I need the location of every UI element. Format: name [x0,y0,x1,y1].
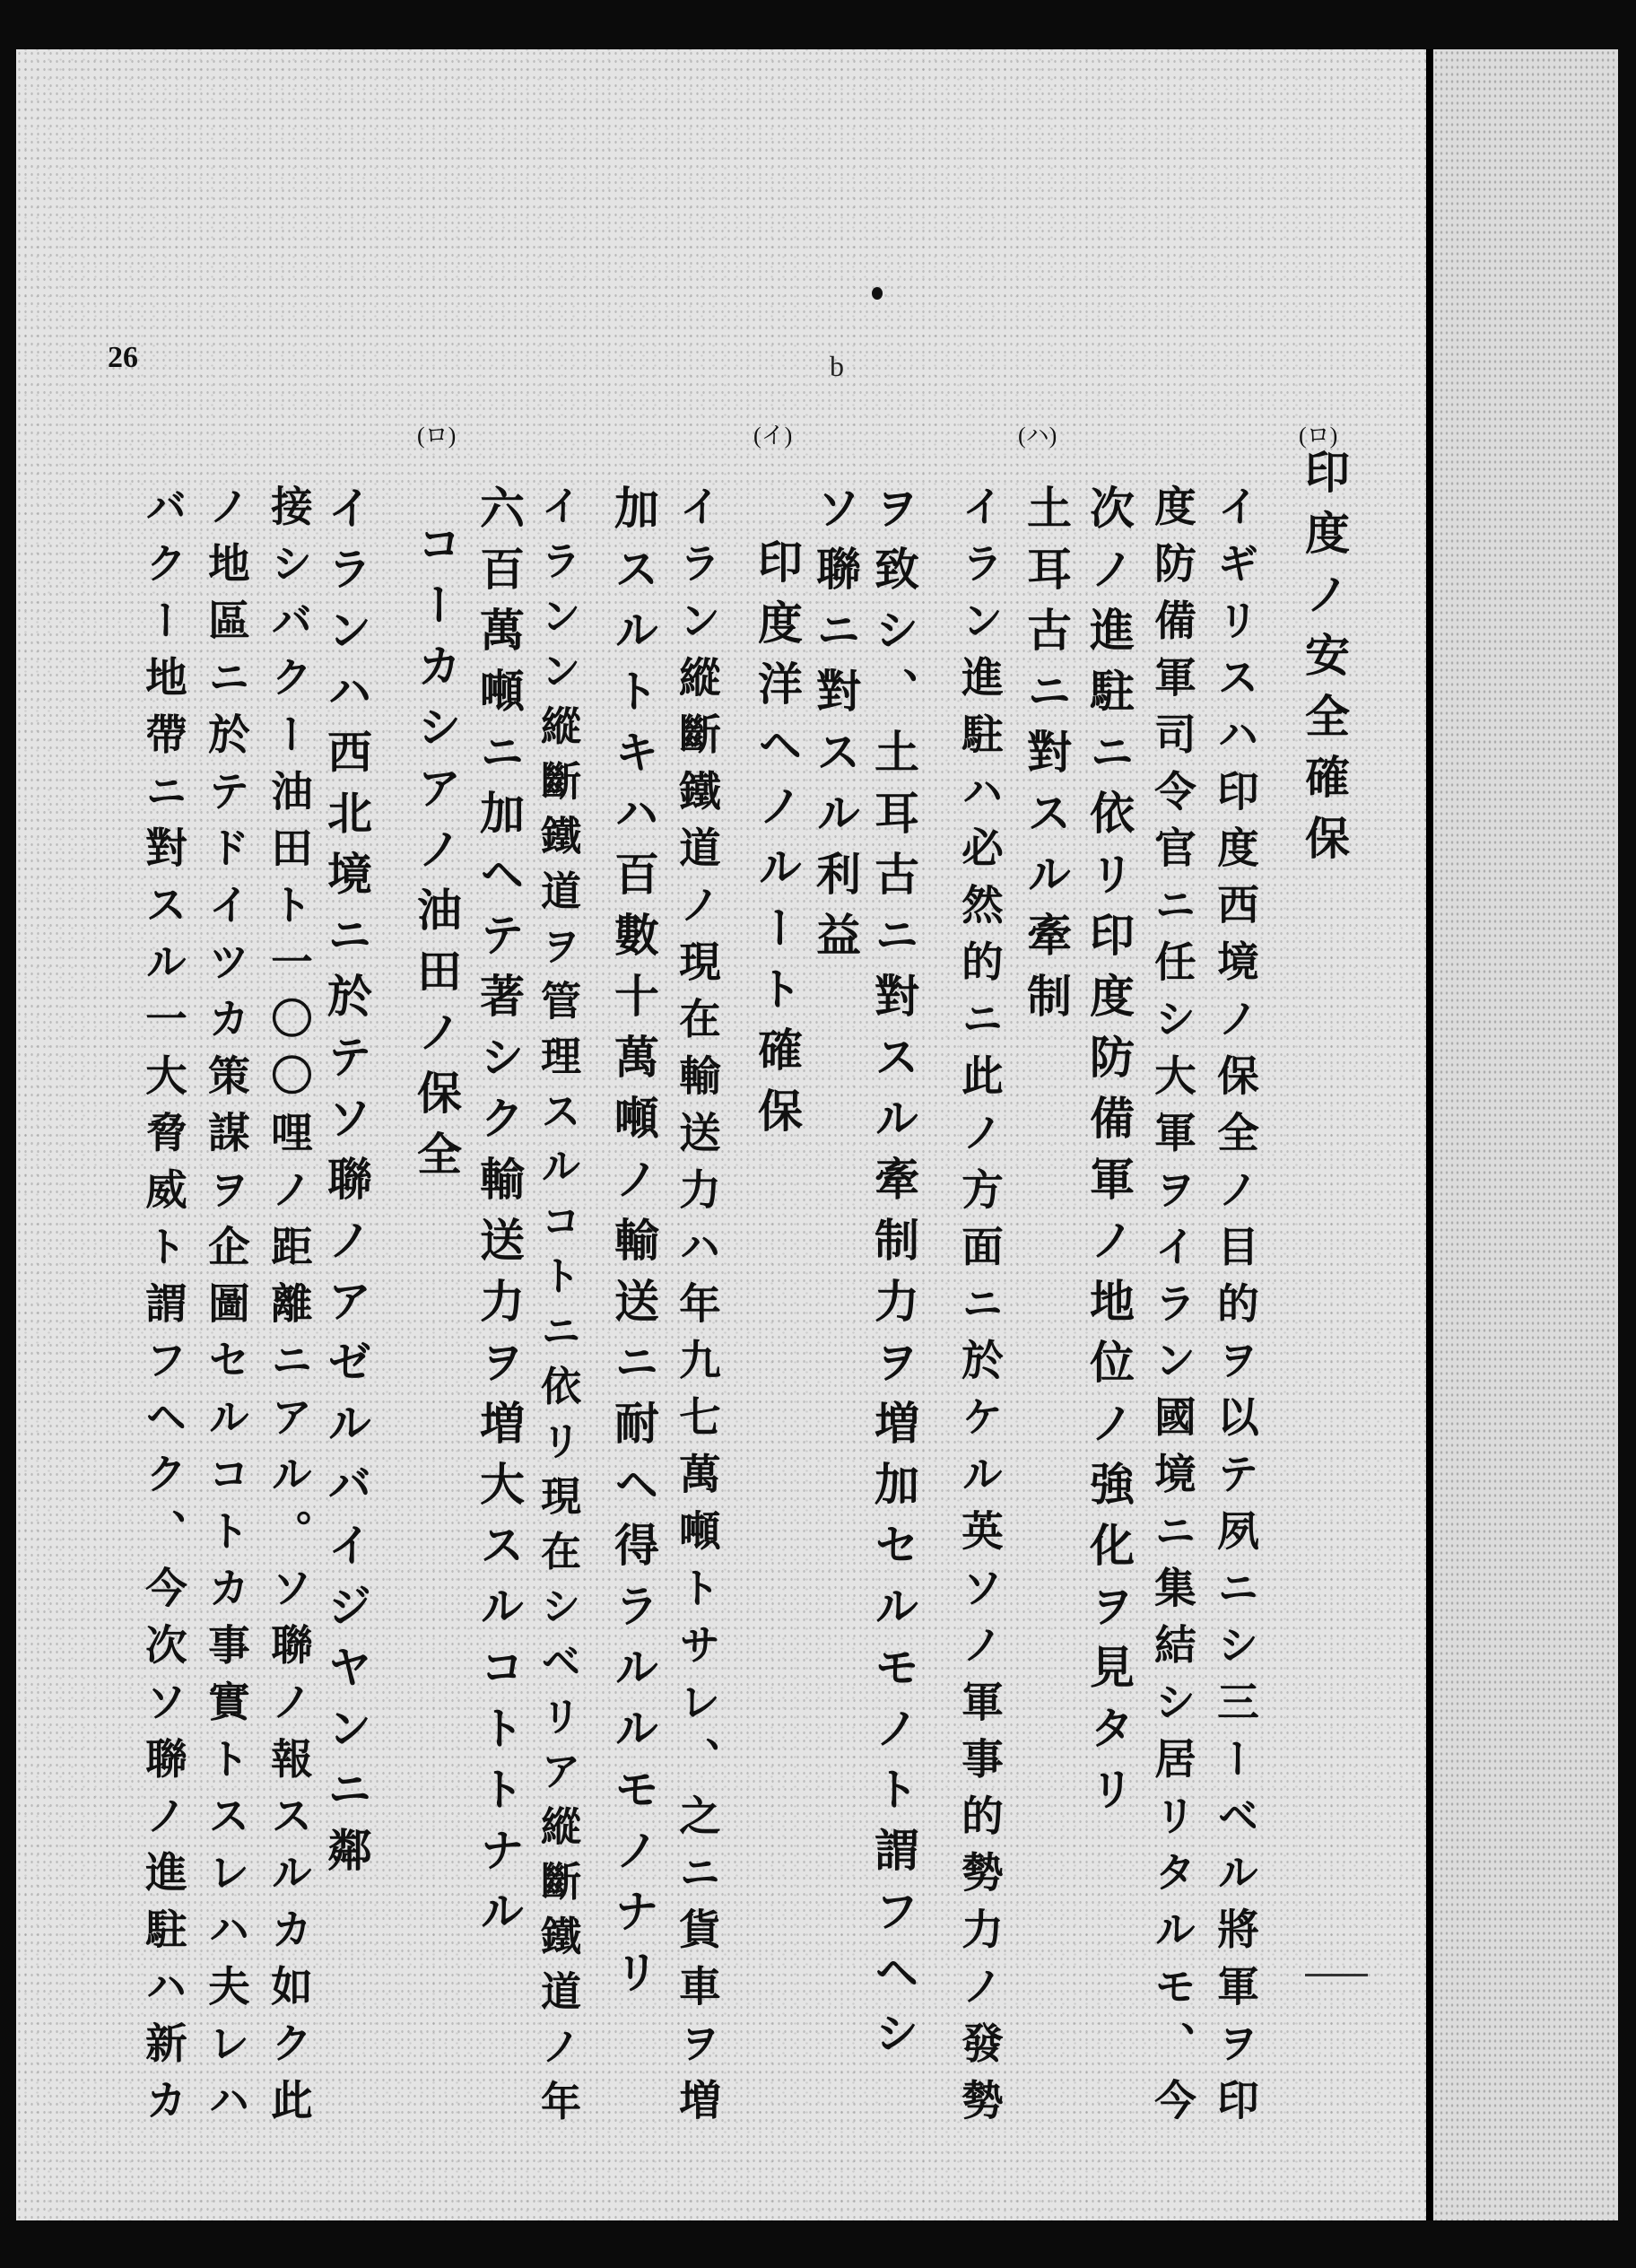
text-column-9: 印度洋ヘノルート確保 [751,538,804,1148]
text-column-7: ヲ致シ、土耳古ニ對スル牽制力ヲ増加セルモノト謂フヘシ [867,484,920,2071]
item-marker-ro-2: (ロ) [417,423,457,449]
ink-dot [872,287,883,300]
text-column-6: イラン進駐ハ必然的ニ此ノ方面ニ於ケル英ソノ軍事的勢力ノ發勢 [954,484,1004,2135]
text-column-2: イギリスハ印度西境ノ保全ノ目的ヲ以テ夙ニシ三ーベル將軍ヲ印 [1210,484,1259,2135]
text-column-17: ノ地區ニ於テドイツカ策謀ヲ企圖セルコトカ事實トスレハ夫レハ [201,484,250,2135]
text-column-16: 接シバクー油田ト一〇〇哩ノ距離ニアル。ソ聯ノ報スルカ如ク此 [264,484,313,2135]
section-marker: b [830,350,844,382]
text-column-11: 加スルトキハ百數十萬噸ノ輸送ニ耐ヘ得ラルルモノナリ [607,484,660,2010]
text-column-4: 次ノ進駐ニ依リ印度防備軍ノ地位ノ強化ヲ見タリ [1083,484,1136,1827]
text-column-14: コーカシアノ油田ノ保全 [410,520,463,1191]
item-marker-i: (イ) [753,423,793,449]
adjacent-page [1433,49,1618,2220]
text-column-1: 印度ノ安全確保 [1298,449,1351,876]
item-marker-ro: (ロ) [1299,423,1338,449]
text-column-18: バクー地帶ニ對スル一大脅威ト謂フヘク、今次ソ聯ノ進駐ハ新カ [138,484,187,2135]
text-column-3: 度防備軍司令官ニ任シ大軍ヲイラン國境ニ集結シ居リタルモ、今 [1147,484,1197,2135]
margin-dash [1305,1974,1368,1976]
text-column-12: イランン縱斷鐵道ヲ管理スルコトニ依リ現在シベリア縱斷鐵道ノ年 [534,484,581,2135]
text-column-13: 六百萬噸ニ加ヘテ著シク輸送力ヲ増大スルコトトナル [473,484,526,1949]
page-number: 26 [108,341,138,374]
text-column-5: 土耳古ニ對スル牽制 [1020,484,1073,1034]
text-column-10: イラン縱斷鐵道ノ現在輸送力ハ年九七萬噸トサレ、之ニ貨車ヲ増 [672,484,721,2135]
text-column-15: イランハ西北境ニ於テソ聯ノアゼルバイジヤンニ鄰 [320,484,373,1888]
item-marker-ha: (ハ) [1018,423,1057,449]
text-column-8: ソ聯ニ對スル利益 [809,484,862,973]
